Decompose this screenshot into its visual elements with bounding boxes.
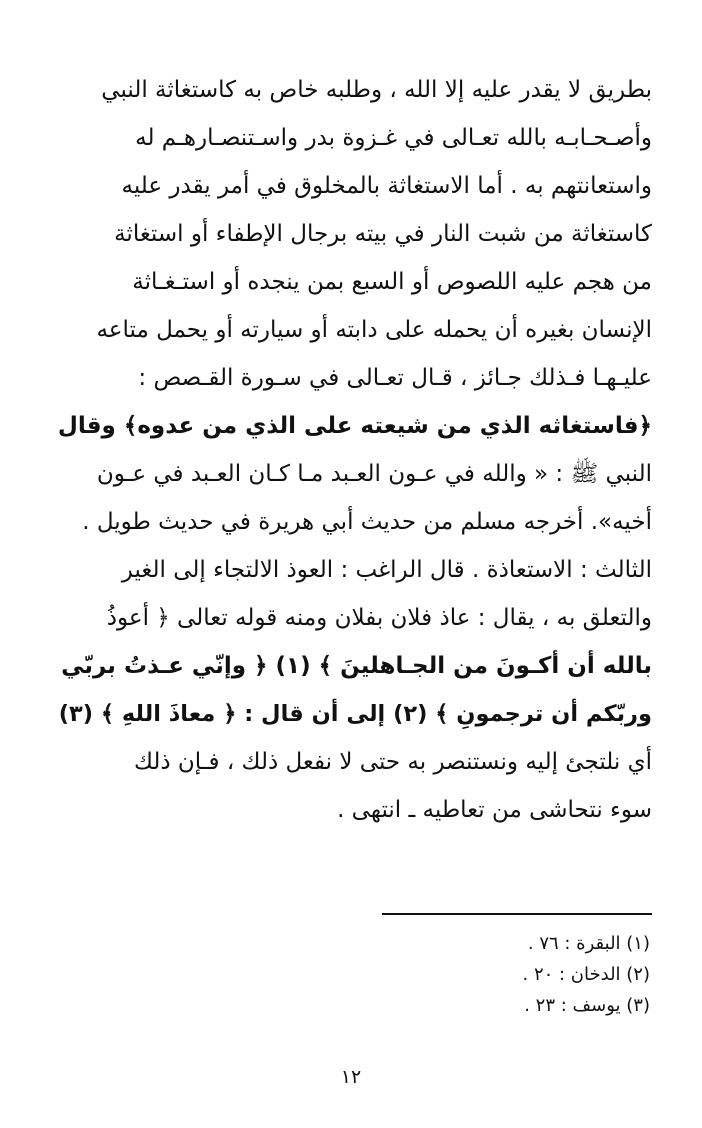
footnote-separator — [382, 913, 652, 915]
footnote-item: (٣) يوسف : ٢٣ . — [524, 995, 650, 1016]
text-line: أي نلتجئ إليه ونستنصر به حتى لا نفعل ذلك ، فـإن ذلك — [133, 749, 652, 775]
text-line: واستعانتهم به . أما الاستغاثة بالمخلوق في أمر يقدر عليه — [121, 173, 652, 199]
quran-verse-line: ﴿فاستغاثه الذي من شيعته على الذي من عدوه﴾ وقال — [57, 413, 652, 439]
text-line: من هجم عليه اللصوص أو السبع بمن ينجده أو استـغـاثة — [132, 269, 652, 295]
text-line: سوء نتحاشى من تعاطيه ـ انتهى . — [337, 797, 652, 823]
quran-verse-line: وربّكم أن ترجمونِ ﴾ (٢) إلى أن قال : ﴿ معاذَ اللهِ ﴾ (٣) — [58, 701, 652, 727]
main-text — [56, 66, 652, 834]
text-line: النبي ﷺ : « والله في عـون العـبد مـا كـان العـبد في عـون — [96, 461, 652, 487]
text-line: الثالث : الاستعاذة . قال الراغب : العوذ الالتجاء إلى الغير — [121, 557, 652, 583]
page-number: ١٢ — [340, 1066, 362, 1088]
text-line: كاستغاثة من شبت النار في بيته برجال الإطفاء أو استغاثة — [114, 221, 652, 247]
text-line: بطريق لا يقدر عليه إلا الله ، وطلبه خاص به كاستغاثة النبي — [101, 77, 652, 103]
text-line: أخيه». أخرجه مسلم من حديث أبي هريرة في حديث طويل . — [82, 509, 652, 535]
text-line: الإنسان بغيره أن يحمله على دابته أو سيارته أو يحمل متاعه — [96, 317, 652, 343]
text-line: والتعلق به ، يقال : عاذ فلان بفلان ومنه قوله تعالى ﴿ أعوذُ — [106, 605, 652, 631]
footnote-item: (٢) الدخان : ٢٠ . — [522, 964, 650, 985]
text-line: وأصـحـابـه بالله تعـالى في غـزوة بدر واسـتنصـارهـم له — [135, 125, 652, 151]
footnotes — [350, 928, 650, 1021]
footnote-item: (١) البقرة : ٧٦ . — [527, 933, 650, 954]
text-line: عليـهـا فـذلك جـائز ، قـال تعـالى في سـورة القـصص : — [138, 365, 652, 391]
quran-verse-line: بالله أن أكـونَ من الجـاهلينَ ﴾ (١) ﴿ وإنّي عـذتُ بربّي — [61, 653, 652, 679]
